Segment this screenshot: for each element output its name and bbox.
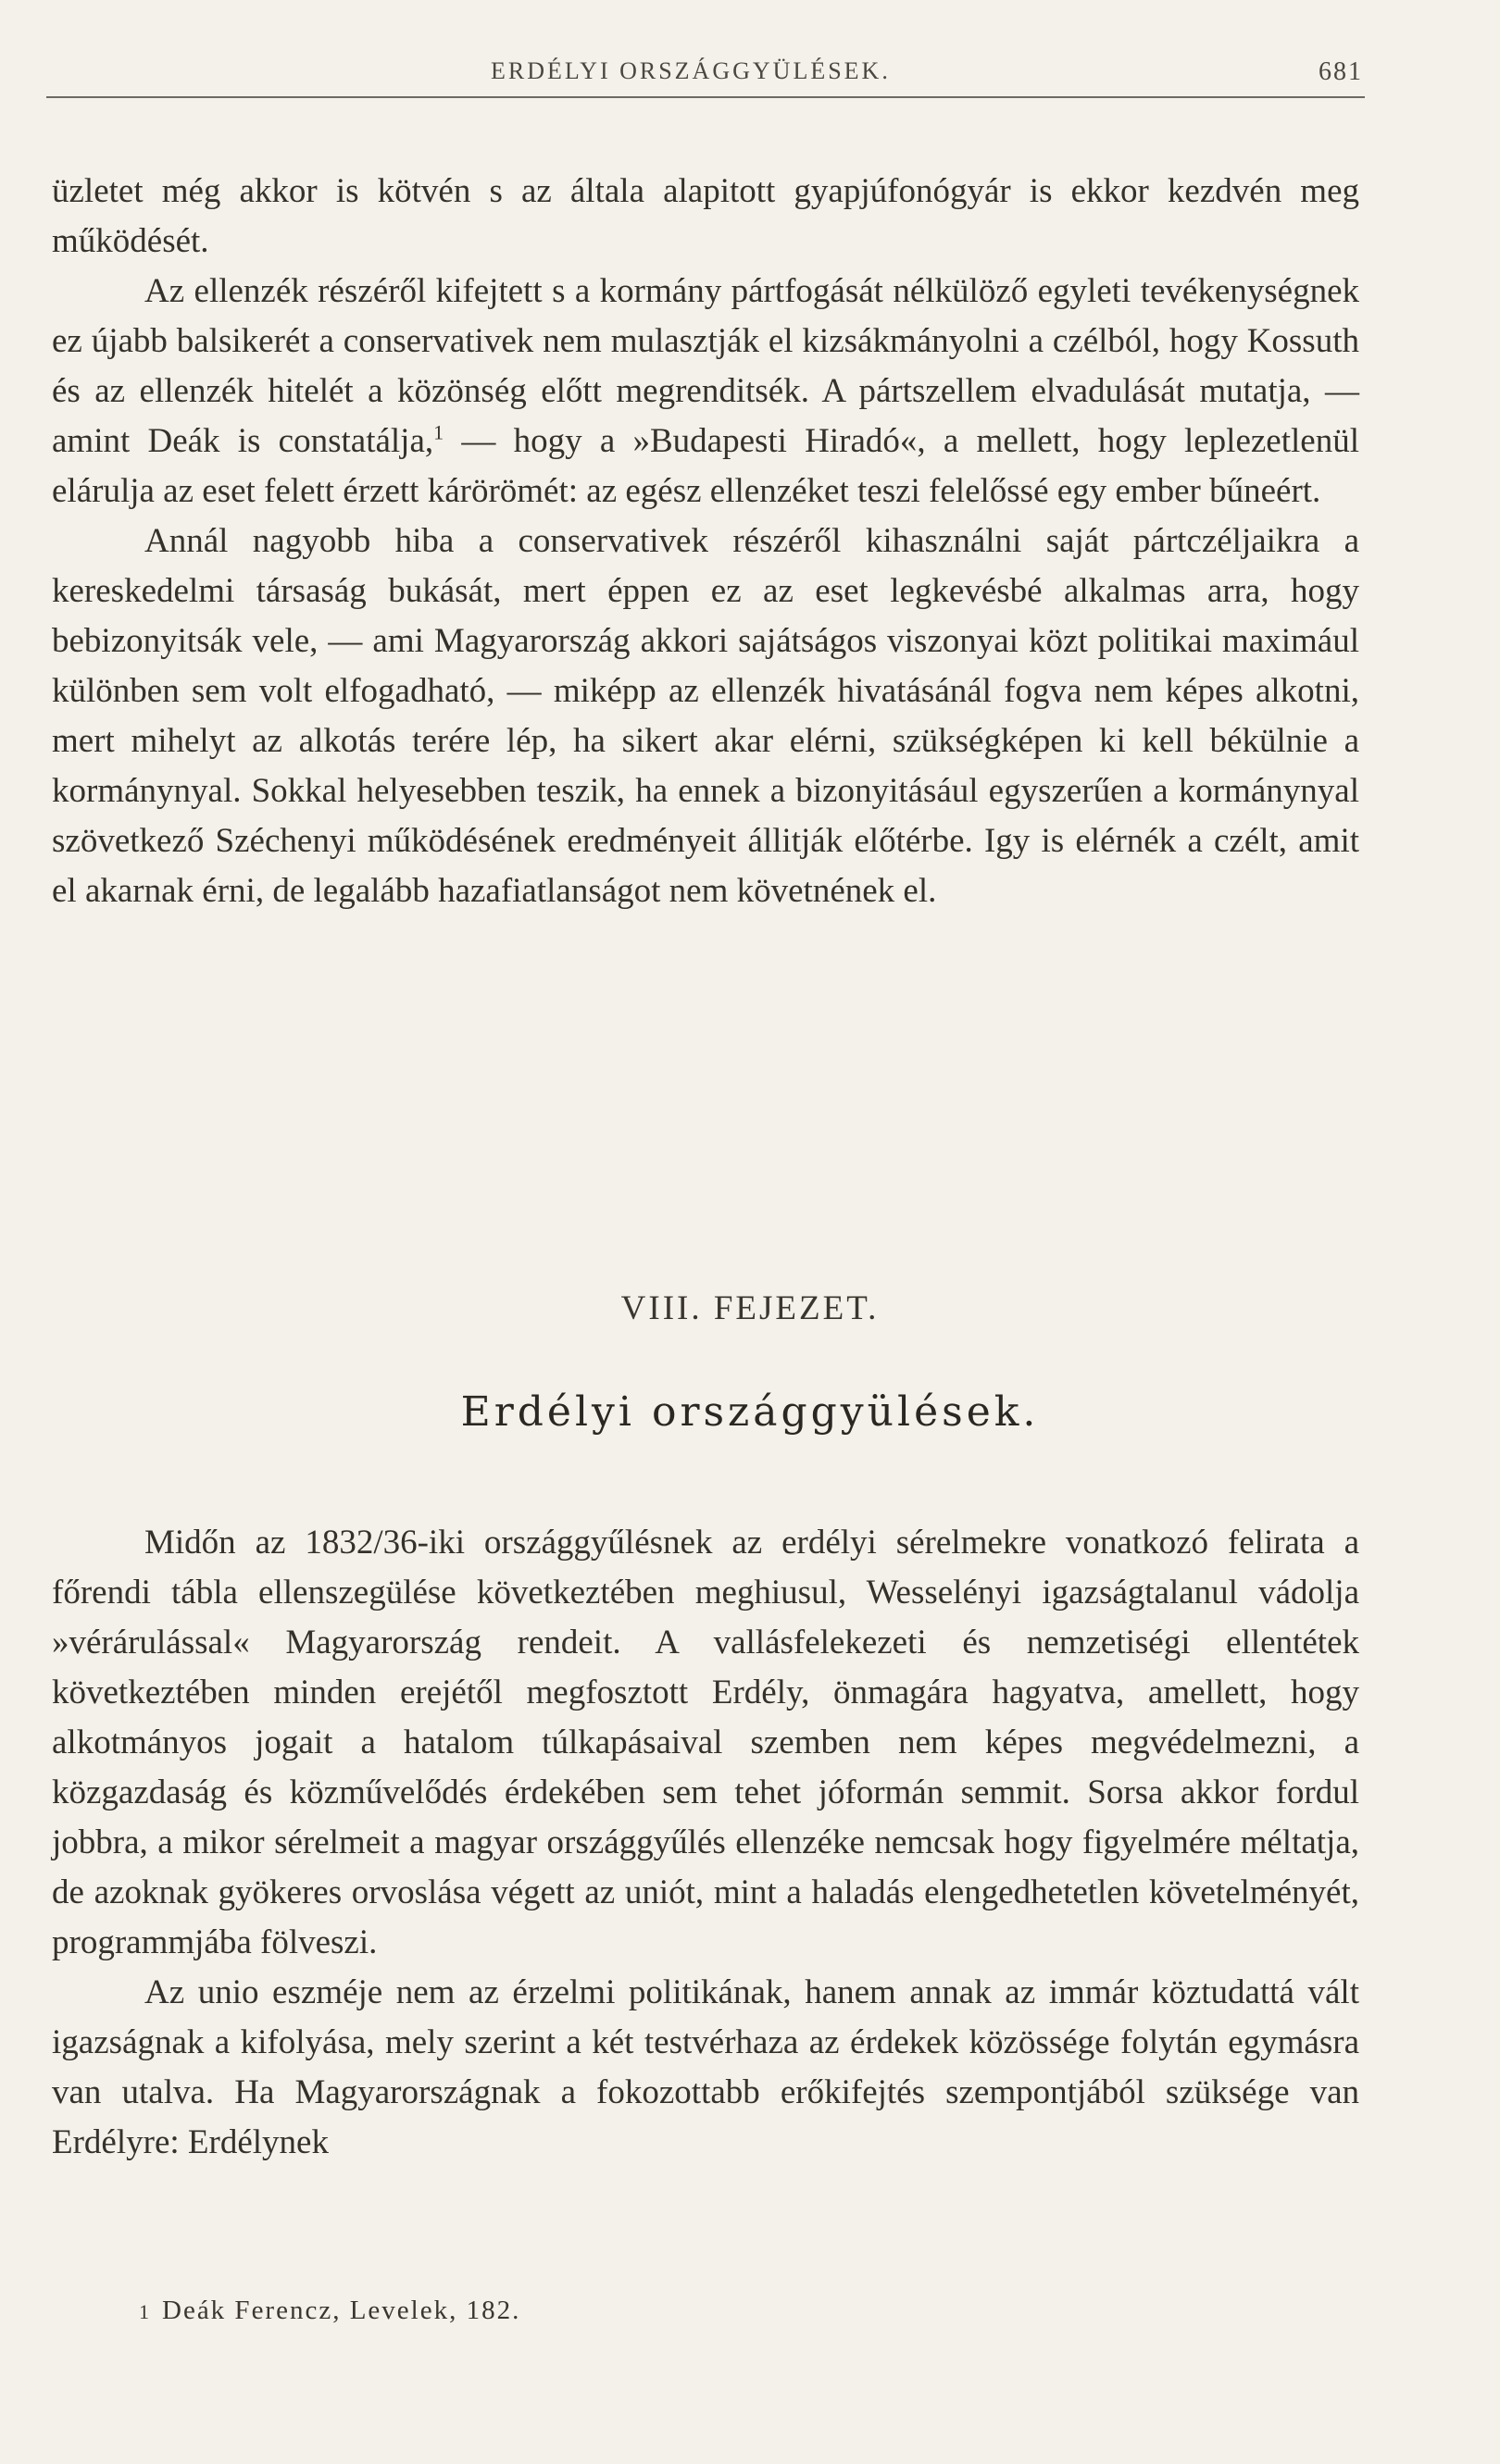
chapter-number: VIII. FEJEZET. <box>620 1289 880 1327</box>
paragraph-text: — hogy a »Budapesti Hiradó«, a mellett, hogy leplezetlenül elárulja az eset felett érzett kárörömét: az egész ellenzéket teszi felelőssé egy ember bűneért. <box>52 422 1359 510</box>
running-head <box>46 57 1363 94</box>
paragraph-text: Az ellenzék részéről kifejtett s a kormány pártfogását nélkülöző egyleti tevékenységnek ez újabb balsikerét a conservativek nem mulasztják el kizsákmányolni a czélból, hogy Kossuth és az ellenzék hitelét a közönség előtt megrenditsék. A pártszellem elvadulását mutatja, — amint Deák is constatálja, <box>52 272 1359 460</box>
chapter-title: Erdélyi országgyülések. <box>460 1388 1040 1436</box>
paragraph-continuation: üzletet még akkor is kötvén s az általa alapitott gyapjúfonógyár is ekkor kezdvén meg működését. <box>52 172 1359 260</box>
paragraph-midon: Midőn az 1832/36-iki országgyűlésnek az erdélyi sérelmekre vonatkozó felirata a főrendi tábla ellenszegülése következtében meghiusul, Wesselényi igazságtalanul vádolja »vérárulással« Magyarország rendeit. A vallásfelekezeti és nemzetiségi ellentétek következtében minden erejétől megfosztott Erdély, önmagára hagyatva, amellett, hogy alkotmányos jogait a hatalom túlkapásaival szemben nem képes megvédelmezni, a közgazdaság és közművelődés érdekében sem tehet jóformán semmit. Sorsa akkor fordul jobbra, a mikor sérelmeit a magyar országgyűlés ellenzéke nemcsak hogy figyelmére méltatja, de azoknak gyökeres orvoslása végett az uniót, mint a haladás elengedhetetlen követelményét, programmjába fölveszi. <box>52 1524 1359 1961</box>
paragraph-unio: Az unio eszméje nem az érzelmi politikának, hanem annak az immár köztudattá vált igazságnak a kifolyása, mely szerint a két testvérhaza az érdekek közössége folytán egymásra van utalva. Ha Magyarországnak a fokozottabb erőkifejtés szempontjából szüksége van Erdélyre: Erdélynek <box>52 1973 1359 2161</box>
running-title: ERDÉLYI ORSZÁGGYÜLÉSEK. <box>491 57 891 84</box>
footnote-reference: 1 <box>433 420 444 444</box>
footnote-text: Deák Ferencz, Levelek, 182. <box>162 2296 521 2325</box>
paragraph-annal: Annál nagyobb hiba a conservativek részéről kihasználni saját pártczéljaikra a kereskedelmi társaság bukását, mert éppen ez az eset legkevésbé alkalmas arra, hogy bebizonyitsák vele, — ami Magyarország akkori sajátságos viszonyai közt politikai maximául különben sem volt elfogadható, — miképp az ellenzék hivatásánál fogva nem képes alkotni, mert mihelyt az alkotás terére lép, ha sikert akar elérni, szükségképen ki kell békülnie a kormánynyal. Sokkal helyesebben teszik, ha ennek a bizonyitásául egyszerűen a kormánynyal szövetkező Széchenyi működésének eredményeit állitják előtérbe. Igy is elérnék a czélt, amit el akarnak érni, de legalább hazafiatlanságot nem követnének el. <box>52 522 1359 910</box>
text-section-chapter-body <box>52 1518 1359 2168</box>
text-section-before-chapter <box>52 167 1359 916</box>
footnote <box>139 2296 520 2326</box>
paragraph-ellenzek <box>52 267 1359 516</box>
header-rule <box>46 96 1365 98</box>
footnote-mark: 1 <box>139 2300 151 2323</box>
page-number: 681 <box>1319 57 1363 86</box>
